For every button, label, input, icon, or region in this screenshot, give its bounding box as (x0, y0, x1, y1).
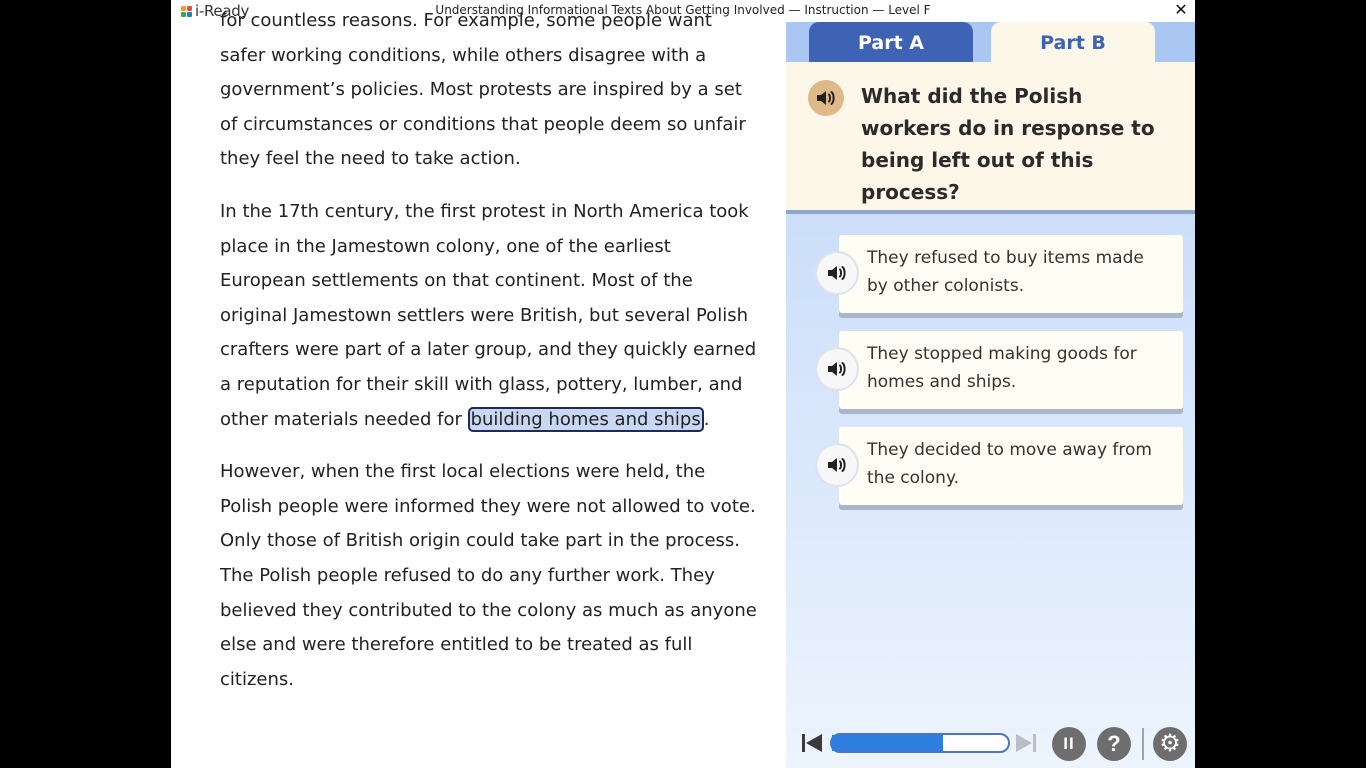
answer-option-3[interactable] (839, 427, 1183, 505)
skip-back-icon[interactable] (800, 731, 824, 755)
passage-paragraph (220, 195, 760, 437)
answer-text: They refused to buy items made by other colonists. (867, 248, 1144, 296)
question-prompt (786, 62, 1195, 214)
speaker-icon (826, 263, 848, 283)
speaker-icon (826, 455, 848, 475)
pause-icon: II (1063, 734, 1075, 753)
answer-audio-button[interactable] (817, 253, 857, 293)
passage-punctuation: . (703, 408, 710, 430)
part-tabs (786, 22, 1195, 62)
answer-text: They stopped making goods for homes and ships. (867, 344, 1137, 392)
answer-option-1[interactable] (839, 235, 1183, 313)
answer-audio-button[interactable] (817, 349, 857, 389)
tab-part-b[interactable]: Part B (991, 22, 1155, 62)
lesson-toolbar (786, 720, 1195, 768)
passage-paragraph: for countless reasons. For example, some people want safer working conditions, while others disagree with a government’s policies. Most protests are inspired by a set of circumstances or conditions that people deem so unfair they feel the need to take action. (220, 10, 746, 170)
window-title: Understanding Informational Texts About Getting Involved — Instruction — Level F (435, 3, 931, 17)
question-text: What did the Polish workers do in response to being left out of this process? (861, 84, 1155, 204)
speaker-icon (815, 88, 837, 108)
toolbar-divider (1142, 728, 1144, 760)
prompt-audio-button[interactable] (808, 80, 844, 116)
answer-option-2[interactable] (839, 331, 1183, 409)
help-button[interactable] (1097, 727, 1131, 761)
passage (220, 4, 760, 715)
pause-button[interactable] (1052, 727, 1086, 761)
answer-audio-button[interactable] (817, 445, 857, 485)
progress-fill (832, 735, 943, 751)
settings-button[interactable] (1153, 727, 1187, 761)
lesson-progress-bar (830, 733, 1010, 753)
tab-part-a[interactable]: Part A (809, 22, 973, 62)
gear-icon: ⚙ (1159, 730, 1181, 757)
passage-text: In the 17th century, the first protest in North America took place in the Jamestown colony, one of the earliest European settlements on that continent. Most of the original Jamestown settlers were British, but several Polish crafters were part of a later group, and they quickly earned a reputation for their skill with glass, pottery, lumber, and other materials needed for (220, 200, 757, 430)
highlighted-phrase[interactable]: building homes and ships (468, 407, 704, 432)
answer-text: They decided to move away from the colony. (867, 440, 1152, 488)
app-name: i-Ready (195, 2, 250, 20)
question-pane (786, 22, 1195, 768)
close-button[interactable]: ✕ (1174, 2, 1188, 19)
speaker-icon (826, 359, 848, 379)
help-icon: ? (1107, 731, 1121, 756)
skip-forward-icon[interactable] (1014, 731, 1038, 755)
passage-paragraph: However, when the first local elections were held, the Polish people were informed they were not allowed to vote. Only those of British origin could take part in the process. The Polish people refused to do any further work. They believed they contributed to the colony as much as anyone else and were therefore entitled to be treated as full citizens. (220, 461, 757, 690)
